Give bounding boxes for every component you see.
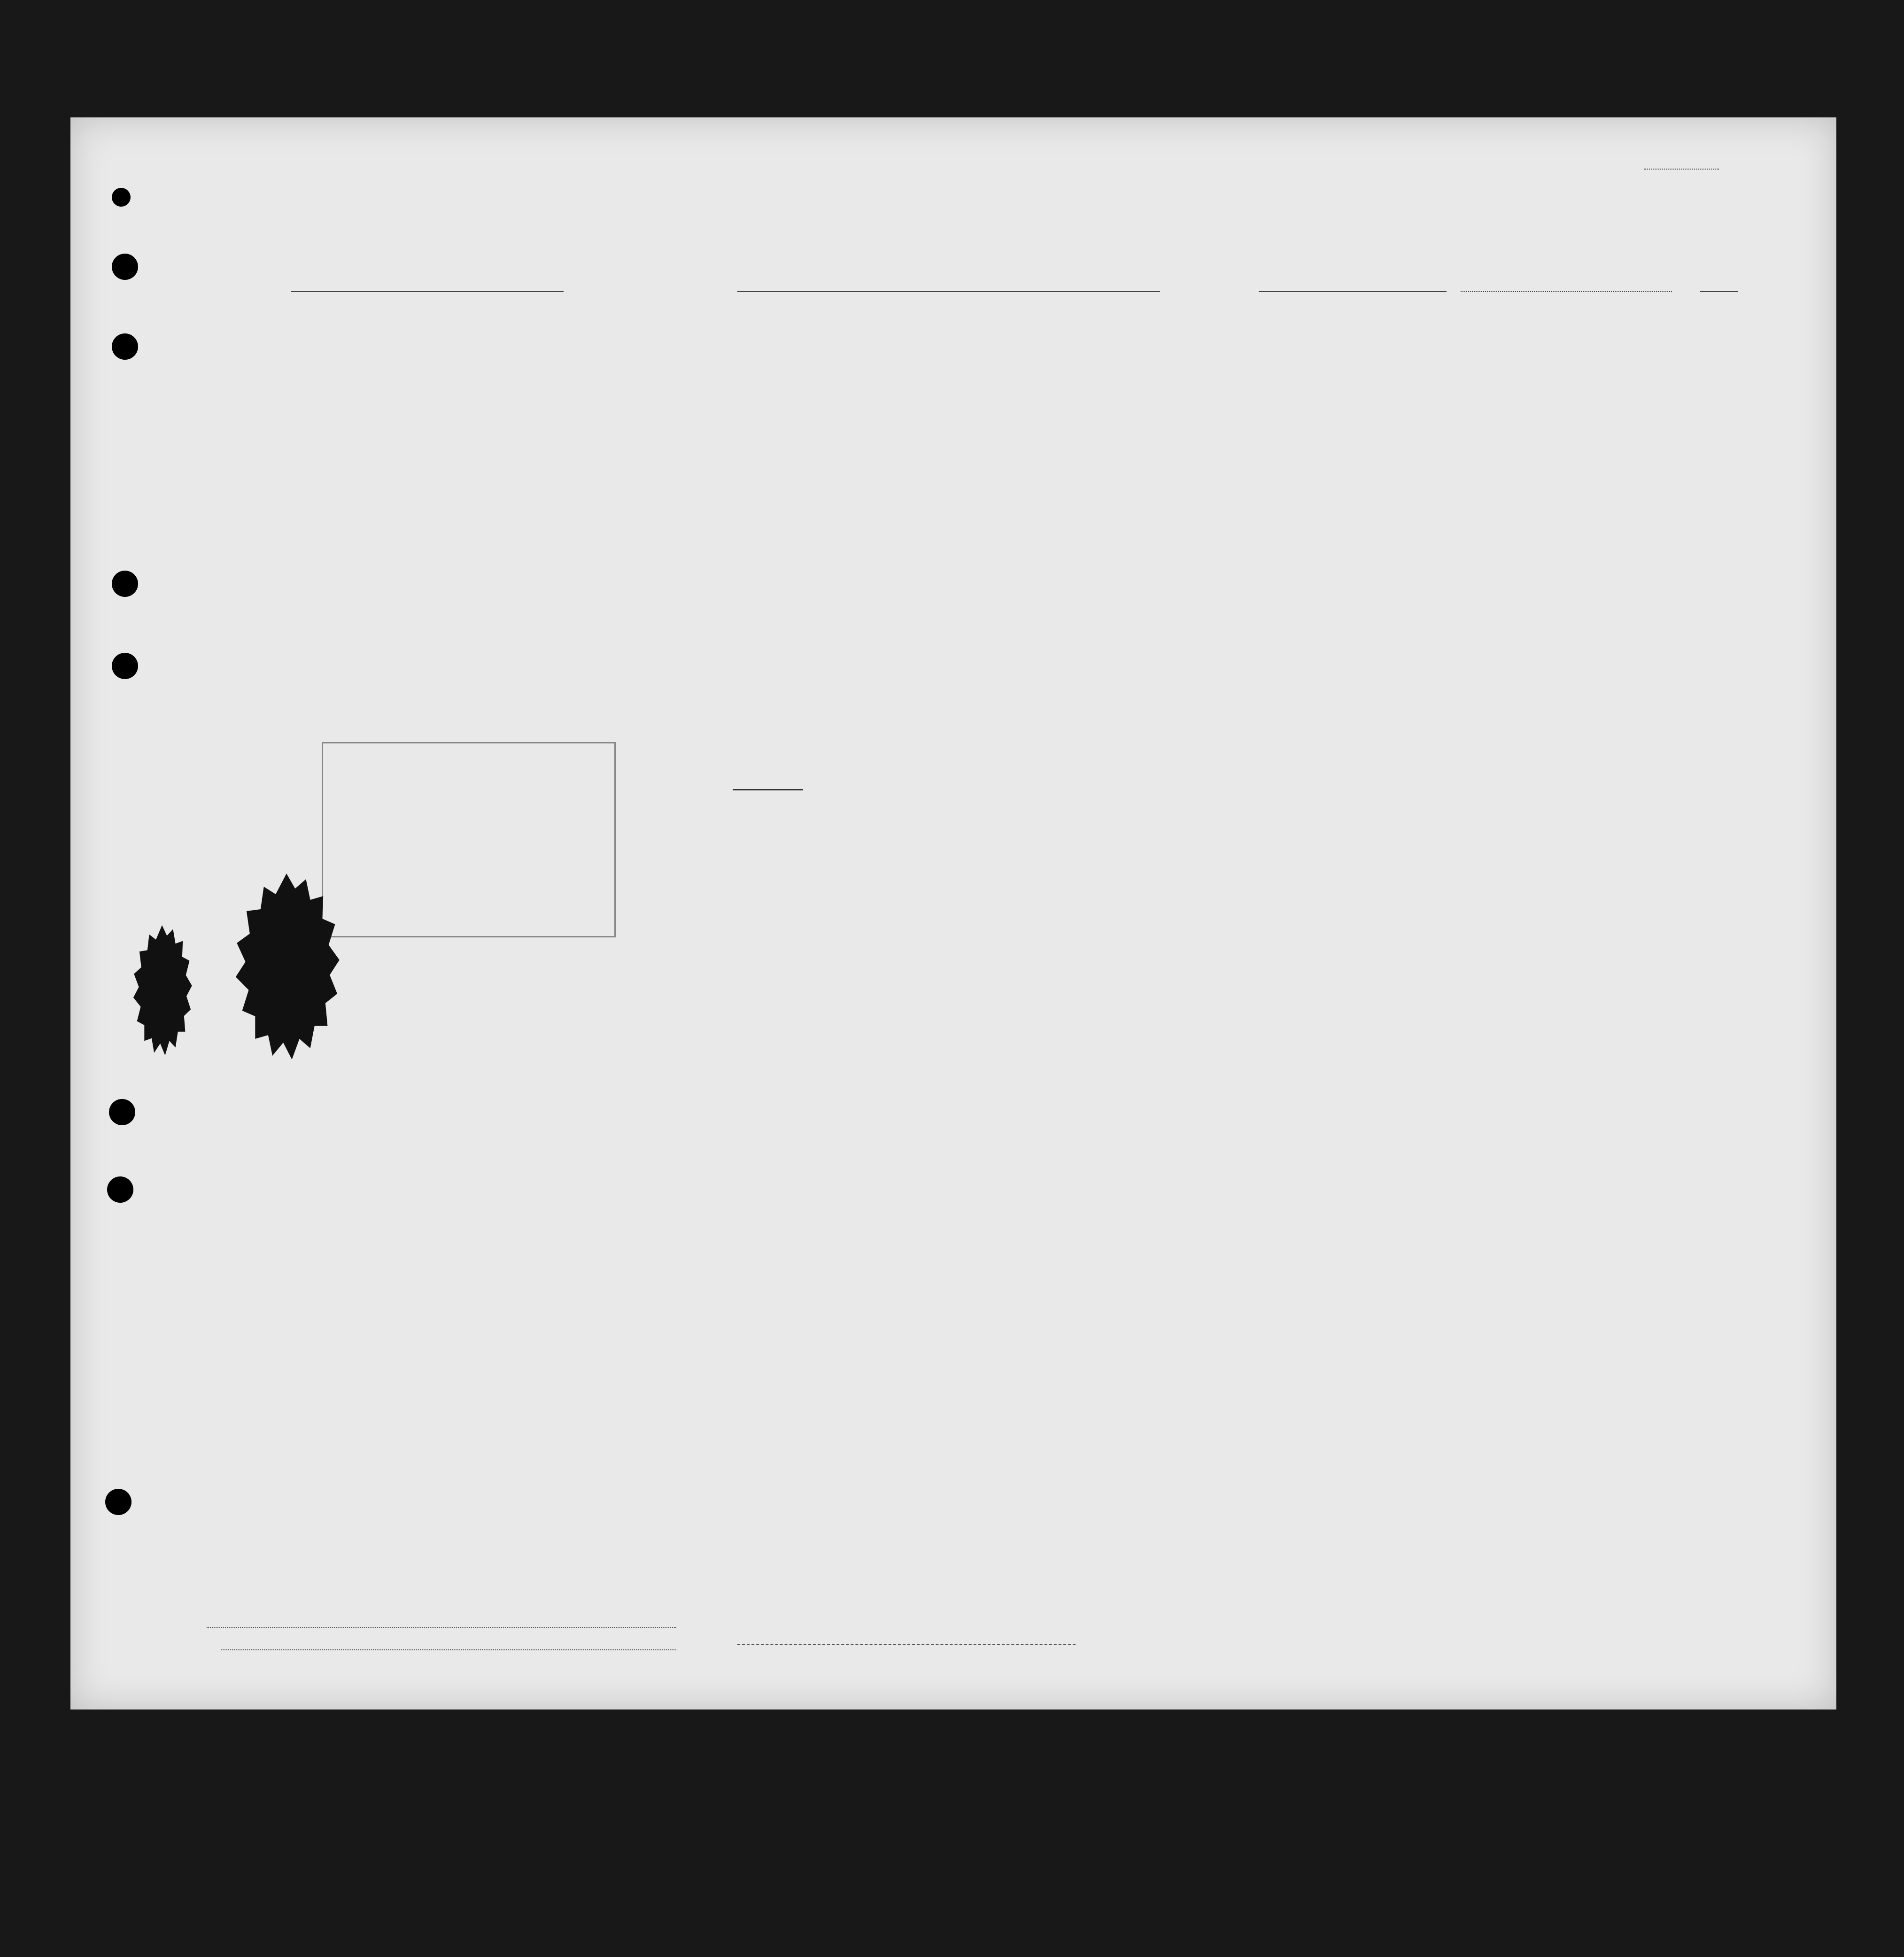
punch-hole-icon: [112, 254, 138, 280]
closed-stamp: [733, 770, 803, 796]
consulate-stamp: [322, 742, 616, 937]
punch-hole-icon: [105, 1489, 132, 1515]
punch-hole-icon: [112, 571, 138, 597]
punch-hole-icon: [107, 1176, 133, 1203]
manifest-sheet: [70, 117, 1836, 1709]
punch-hole-icon: [112, 188, 131, 207]
punch-hole-icon: [112, 333, 138, 360]
closed-count: [733, 789, 803, 790]
punch-hole-icon: [109, 1099, 135, 1125]
punch-hole-icon: [112, 653, 138, 679]
